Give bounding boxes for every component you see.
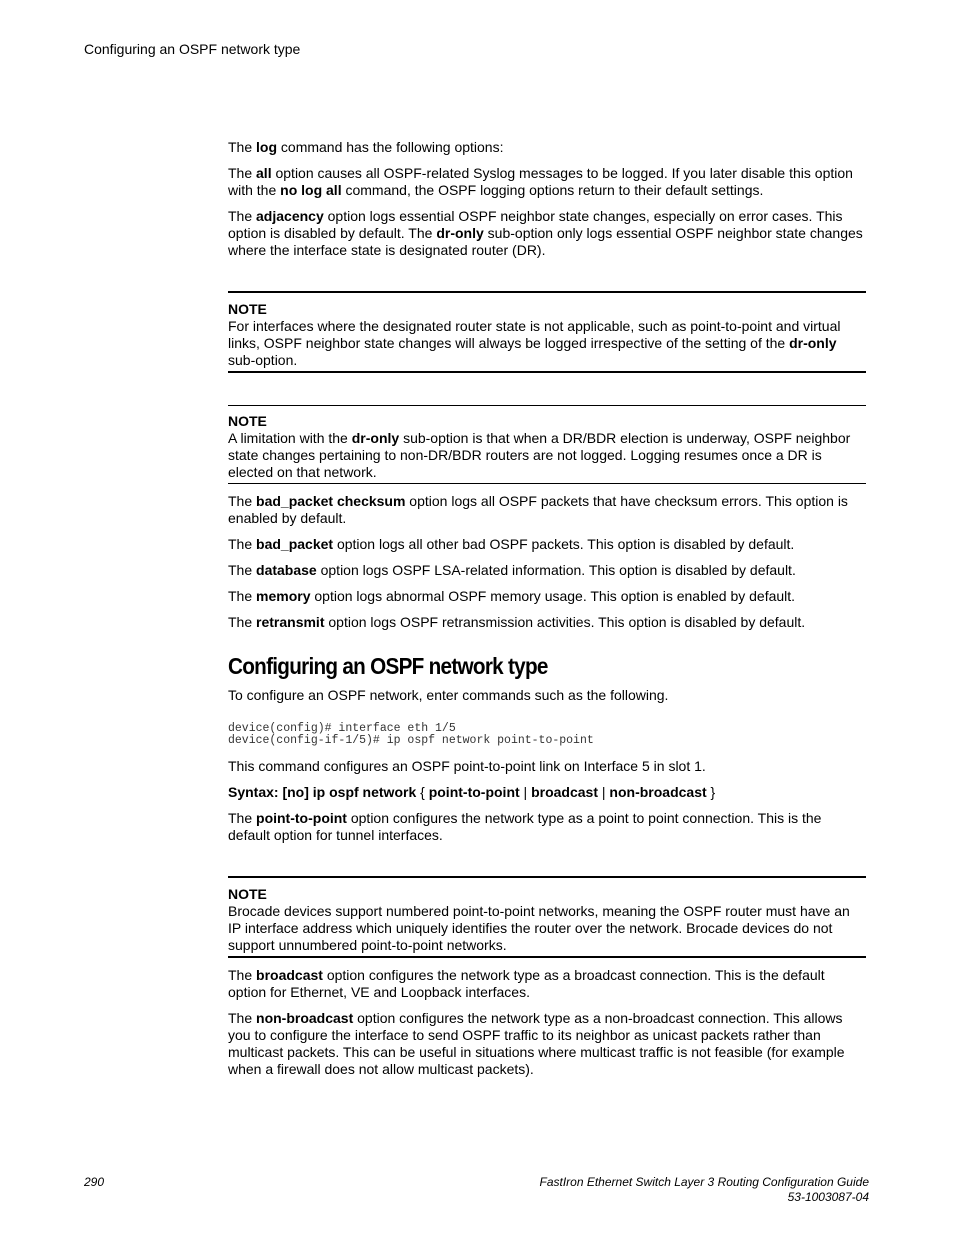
page-body: [228, 139, 866, 1087]
note-title: NOTE: [228, 301, 267, 317]
note-box: [228, 291, 866, 373]
code-block: [228, 723, 866, 747]
guide-title: FastIron Ethernet Switch Layer 3 Routing Configuration Guide: [539, 1175, 869, 1189]
paragraph-broadcast: The broadcast option configures the network type as a broadcast connection. This is the default option for Ethernet, VE and Loopback interfaces.: [228, 967, 825, 1000]
footer-doc-info: [539, 1175, 869, 1205]
paragraph-bad-packet-checksum: The bad_packet checksum option logs all OSPF packets that have checksum errors. This option is enabled by default.: [228, 493, 848, 526]
note-box: [228, 405, 866, 484]
paragraph-memory: The memory option logs abnormal OSPF memory usage. This option is enabled by default.: [228, 588, 796, 604]
page-number: 290: [84, 1175, 105, 1189]
code-line: device(config-if-1/5)# ip ospf network point-to-point: [228, 734, 594, 747]
paragraph-explain: This command configures an OSPF point-to-point link on Interface 5 in slot 1.: [228, 758, 706, 774]
note-box: [228, 876, 866, 958]
note-text: For interfaces where the designated router state is not applicable, such as point-to-point and virtual links, OSPF neighbor state changes will always be logged irrespective of the setting of the dr-only sub-option.: [228, 318, 841, 368]
code-line: device(config)# interface eth 1/5: [228, 722, 456, 735]
paragraph-bad-packet: The bad_packet option logs all other bad OSPF packets. This option is disabled by default.: [228, 536, 795, 552]
section-heading: Configuring an OSPF network type: [228, 653, 548, 679]
syntax-line: Syntax: [no] ip ospf network { point-to-point | broadcast | non-broadcast }: [228, 784, 716, 800]
paragraph-adjacency-option: The adjacency option logs essential OSPF neighbor state changes, especially on error cases. This option is disabled by default. The dr-only sub-option only logs essential OSPF neighbor state changes where the interface state is designated router (DR).: [228, 208, 863, 258]
paragraph-lead: To configure an OSPF network, enter commands such as the following.: [228, 687, 669, 703]
note-text: Brocade devices support numbered point-to-point networks, meaning the OSPF router must have an IP interface address which uniquely identifies the router over the network. Brocade devices do not support unnumbered point-to-point networks.: [228, 903, 850, 953]
paragraph-non-broadcast: The non-broadcast option configures the network type as a non-broadcast connection. This allows you to configure the interface to send OSPF traffic to its neighbor as unicast packets rather than multicast packets. This can be useful in situations where multicast traffic is not feasible (for example when a firewall does not allow multicast packets).: [228, 1010, 845, 1077]
paragraph-point-to-point: The point-to-point option configures the network type as a point to point connection. This is the default option for tunnel interfaces.: [228, 810, 822, 843]
paragraph-all-option: The all option causes all OSPF-related Syslog messages to be logged. If you later disable this option with the no log all command, the OSPF logging options return to their default settings.: [228, 165, 853, 198]
paragraph-database: The database option logs OSPF LSA-related information. This option is disabled by default.: [228, 562, 796, 578]
running-header: Configuring an OSPF network type: [84, 41, 301, 57]
doc-number: 53-1003087-04: [787, 1190, 869, 1204]
paragraph-retransmit: The retransmit option logs OSPF retransmission activities. This option is disabled by default.: [228, 614, 806, 630]
note-title: NOTE: [228, 413, 267, 429]
note-title: NOTE: [228, 886, 267, 902]
note-text: A limitation with the dr-only sub-option is that when a DR/BDR election is underway, OSPF neighbor state changes pertaining to non-DR/BDR routers are not logged. Logging resumes once a DR is elected on that network.: [228, 430, 851, 480]
paragraph-log-options: The log command has the following options:: [228, 139, 504, 155]
